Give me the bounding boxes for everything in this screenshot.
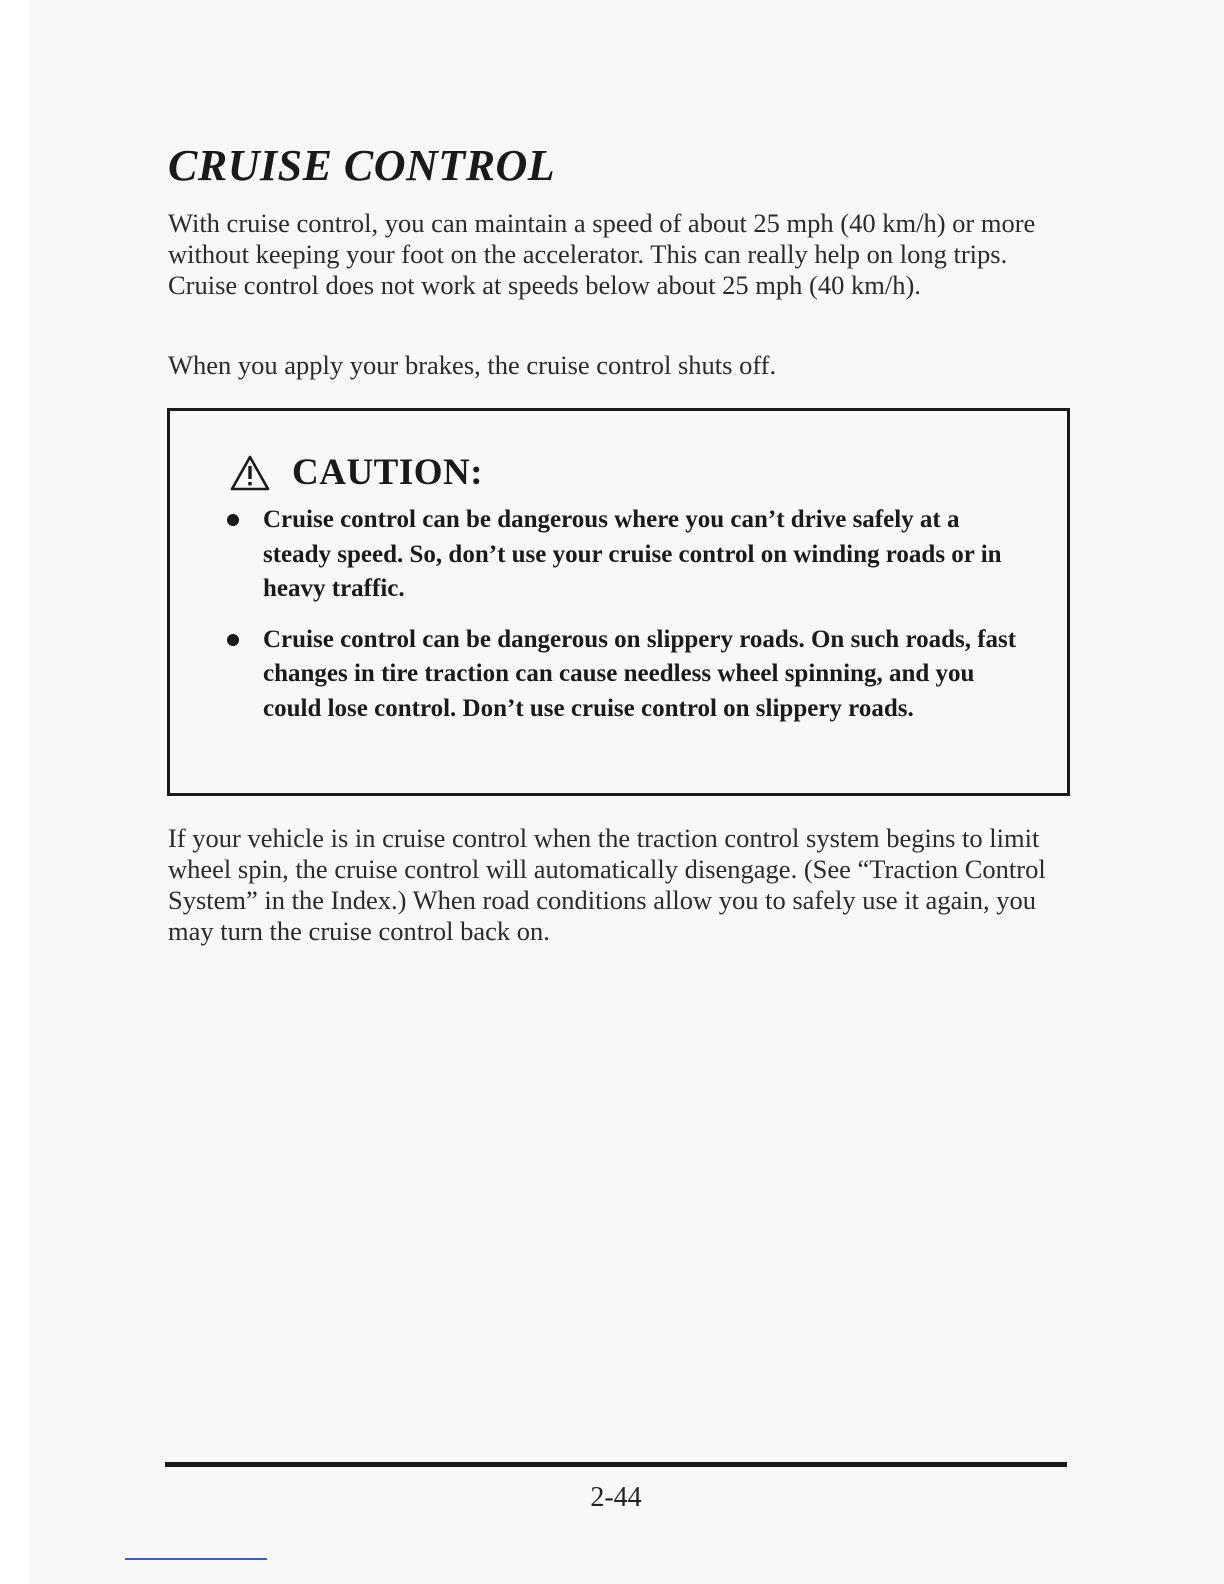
- caution-list: [170, 503, 1067, 726]
- caution-box: [167, 408, 1070, 796]
- bullet-icon: [227, 634, 239, 646]
- section-title: CRUISE CONTROL: [168, 141, 556, 190]
- caution-title: CAUTION:: [292, 452, 484, 493]
- page-number: 2-44: [590, 1482, 642, 1513]
- brakes-paragraph: When you apply your brakes, the cruise control shuts off.: [168, 350, 777, 380]
- caution-item-text: Cruise control can be dangerous on slippery roads. On such roads, fast changes in tire traction can cause needless wheel spinning, and you could lose control. Don’t use cruise control on slippery roads.: [263, 625, 1017, 722]
- bullet-icon: [227, 514, 239, 526]
- warning-triangle-icon: [230, 455, 270, 491]
- intro-paragraph: With cruise control, you can maintain a speed of about 25 mph (40 km/h) or more without keeping your foot on the accelerator. This can really help on long trips. Cruise control does not work at speeds below about 25 mph (40 km/h).: [168, 208, 1036, 300]
- caution-item: [170, 503, 1067, 607]
- traction-paragraph: If your vehicle is in cruise control when the traction control system begins to limit wheel spin, the cruise control will automatically disengage. (See “Traction Control System” in the Index.) When road conditions allow you to safely use it again, you may turn the cruise control back on.: [168, 823, 1046, 946]
- footer-divider: [165, 1462, 1067, 1467]
- page-margin-strip: [0, 0, 30, 1584]
- link-underline: [125, 1558, 267, 1560]
- caution-item: [170, 623, 1067, 727]
- caution-item-text: Cruise control can be dangerous where you can’t drive safely at a steady speed. So, don’t use your cruise control on winding roads or in heavy traffic.: [263, 506, 1002, 602]
- caution-header: [230, 451, 483, 494]
